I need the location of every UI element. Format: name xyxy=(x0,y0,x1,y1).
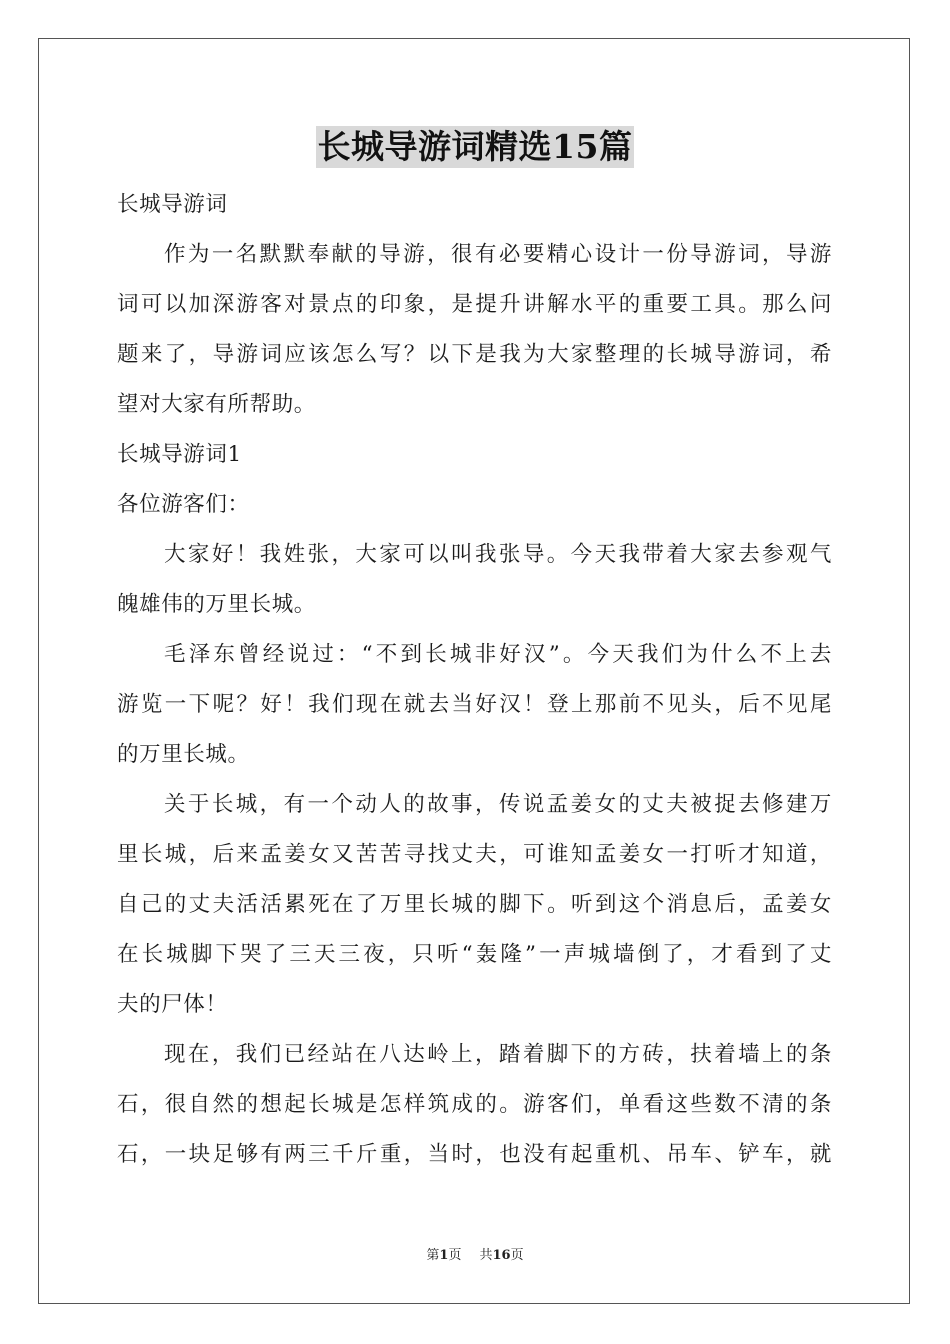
text-line: 夫的尸体！ xyxy=(117,992,228,1017)
document-title: 长城导游词精选15篇 xyxy=(317,127,633,166)
text-line: 石，很自然的想起长城是怎样筑成的。游客们，单看这些数不清的条 xyxy=(117,1092,832,1117)
total-suffix: 页 xyxy=(510,1248,524,1263)
text-line: 词可以加深游客对景点的印象，是提升讲解水平的重要工具。那么问 xyxy=(117,292,832,317)
text-line: 大家好！我姓张，大家可以叫我张导。今天我带着大家去参观气 xyxy=(164,542,832,567)
text-line: 魄雄伟的万里长城。 xyxy=(117,592,316,617)
total-pages-number: 16 xyxy=(492,1248,511,1263)
text-line: 题来了，导游词应该怎么写？以下是我为大家整理的长城导游词，希 xyxy=(117,342,832,367)
page-prefix: 第 xyxy=(426,1248,440,1263)
text-line: 自己的丈夫活活累死在了万里长城的脚下。听到这个消息后，孟姜女 xyxy=(117,892,832,917)
current-page-number: 1 xyxy=(439,1248,449,1263)
text-line: 的万里长城。 xyxy=(117,742,250,767)
text-line: 长城导游词1 xyxy=(117,442,242,467)
text-line: 石，一块足够有两三千斤重，当时，也没有起重机、吊车、铲车，就 xyxy=(117,1142,832,1167)
page-suffix: 页 xyxy=(448,1248,462,1263)
text-line: 里长城，后来孟姜女又苦苦寻找丈夫，可谁知孟姜女一打听才知道， xyxy=(117,842,832,867)
text-line: 毛泽东曾经说过：“不到长城非好汉”。今天我们为什么不上去 xyxy=(164,642,832,667)
title-container xyxy=(0,126,950,168)
text-line: 游览一下呢？好！我们现在就去当好汉！登上那前不见头，后不见尾 xyxy=(117,692,832,717)
text-line: 长城导游词 xyxy=(117,192,228,217)
text-line: 望对大家有所帮助。 xyxy=(117,392,316,417)
text-line: 在长城脚下哭了三天三夜，只听“轰隆”一声城墙倒了，才看到了丈 xyxy=(117,942,832,967)
page-footer xyxy=(0,1247,950,1265)
text-line: 各位游客们： xyxy=(117,492,250,517)
text-line: 关于长城，有一个动人的故事，传说孟姜女的丈夫被捉去修建万 xyxy=(164,792,832,817)
text-line: 现在，我们已经站在八达岭上，踏着脚下的方砖，扶着墙上的条 xyxy=(164,1042,832,1067)
total-prefix: 共 xyxy=(479,1248,493,1263)
document-body xyxy=(117,180,832,1180)
text-line: 作为一名默默奉献的导游，很有必要精心设计一份导游词，导游 xyxy=(164,242,832,267)
